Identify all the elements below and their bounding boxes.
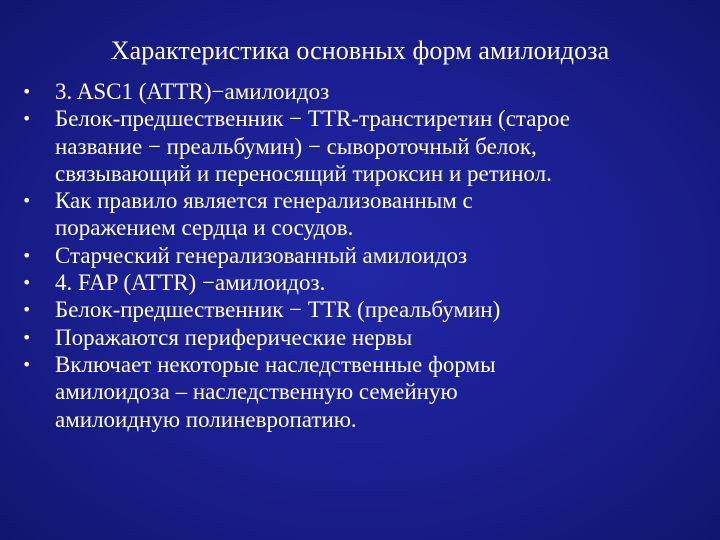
bullet-text-line: Поражаются периферические нервы bbox=[55, 324, 413, 350]
bullet-icon: • bbox=[22, 109, 32, 129]
bullet-text-line: название − преальбумин) − сывороточный белок, bbox=[55, 133, 537, 159]
bullet-list bbox=[22, 78, 712, 433]
bullet-item bbox=[22, 78, 712, 105]
bullet-icon: • bbox=[22, 82, 32, 101]
bullet-text-line: Белок-предшественник − TTR-транстиретин (старое bbox=[55, 106, 570, 132]
bullet-text-line: Включает некоторые наследственные формы bbox=[55, 351, 496, 377]
bullet-item bbox=[22, 187, 712, 242]
bullet-icon: • bbox=[22, 327, 32, 347]
bullet-text-line: 3. ASC1 (ATTR)−амилоидоз bbox=[55, 79, 330, 104]
bullet-text-line: поражением сердца и сосудов. bbox=[55, 215, 354, 241]
bullet-item bbox=[22, 105, 712, 187]
bullet-text-line: 4. FAP (ATTR) −амилоидоз. bbox=[55, 270, 326, 296]
bullet-icon: • bbox=[22, 273, 32, 293]
bullet-text-line: амилоидную полиневропатию. bbox=[55, 406, 357, 432]
bullet-item bbox=[22, 351, 712, 433]
bullet-item bbox=[22, 269, 712, 296]
bullet-text-line: связывающий и переносящий тироксин и ретинол. bbox=[55, 160, 552, 186]
bullet-icon: • bbox=[22, 245, 32, 265]
bullet-text-line: Белок-предшественник − TTR (преальбумин) bbox=[55, 297, 501, 323]
bullet-icon: • bbox=[22, 354, 32, 374]
bullet-text-line: Старческий генерализованный амилоидоз bbox=[55, 242, 468, 268]
bullet-icon: • bbox=[22, 191, 32, 211]
bullet-text-line: амилоидоза – наследственную семейную bbox=[55, 379, 458, 405]
bullet-icon: • bbox=[22, 300, 32, 320]
bullet-item bbox=[22, 242, 712, 269]
slide-title: Характеристика основных форм амилоидоза bbox=[110, 36, 610, 65]
bullet-item bbox=[22, 324, 712, 351]
bullet-text-line: Как правило является генерализованным с bbox=[55, 188, 473, 214]
bullet-item bbox=[22, 296, 712, 323]
